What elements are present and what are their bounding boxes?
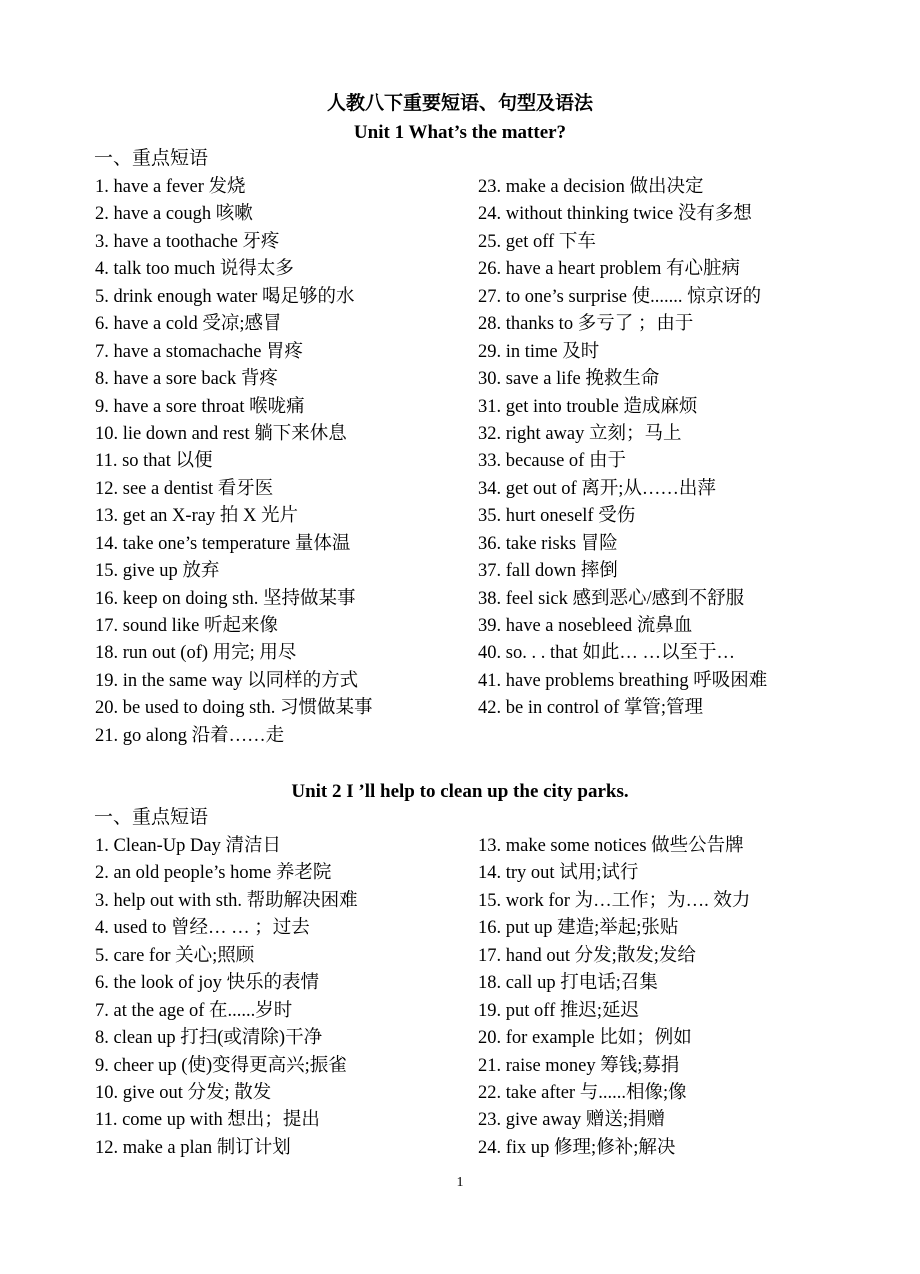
phrase-item: 10. lie down and rest 躺下来休息 [95, 423, 347, 444]
phrase-item: 20. be used to doing sth. 习惯做某事 [95, 698, 373, 719]
phrase-item: 7. at the age of 在......岁时 [95, 1000, 293, 1021]
page-number: 1 [456, 1175, 464, 1190]
phrase-item: 1. Clean-Up Day 清洁日 [95, 836, 281, 856]
phrase-item: 15. give up 放弃 [95, 561, 220, 582]
phrase-item: 8. clean up 打扫(或清除)干净 [95, 1028, 323, 1049]
phrase-item: 17. hand out 分发;散发;发给 [478, 945, 696, 966]
phrase-item: 6. the look of joy 快乐的表情 [95, 973, 320, 994]
unit1-left-list [95, 174, 465, 750]
phrase-item: 42. be in control of 掌管;管理 [478, 698, 704, 719]
phrase-item: 31. get into trouble 造成麻烦 [478, 396, 698, 417]
phrase-item: 34. get out of 离开;从……出萍 [478, 478, 716, 499]
phrase-item: 32. right away 立刻；马上 [478, 423, 682, 444]
phrase-item: 20. for example 比如；例如 [478, 1028, 692, 1049]
phrase-item: 23. make a decision 做出决定 [478, 177, 704, 197]
phrase-item: 23. give away 赠送;捐赠 [478, 1110, 666, 1131]
phrase-item: 6. have a cold 受凉;感冒 [95, 314, 282, 335]
phrase-item: 5. drink enough water 喝足够的水 [95, 286, 355, 307]
phrase-item: 5. care for 关心;照顾 [95, 945, 255, 966]
phrase-item: 2. an old people’s home 养老院 [95, 863, 332, 884]
phrase-item: 16. put up 建造;举起;张贴 [478, 918, 679, 939]
phrase-item: 14. try out 试用;试行 [478, 863, 639, 884]
phrase-item: 8. have a sore back 背疼 [95, 369, 278, 390]
unit2-left-list [95, 833, 465, 1162]
phrase-item: 13. make some notices 做些公告牌 [478, 836, 744, 856]
phrase-item: 39. have a nosebleed 流鼻血 [478, 616, 693, 636]
phrase-item: 37. fall down 摔倒 [478, 561, 618, 582]
phrase-item: 16. keep on doing sth. 坚持做某事 [95, 588, 356, 609]
phrase-item: 17. sound like 听起来像 [95, 616, 278, 636]
phrase-item: 3. have a toothache 牙疼 [95, 231, 280, 252]
phrase-item: 36. take risks 冒险 [478, 533, 618, 554]
unit2-right-list [478, 833, 878, 1162]
phrase-item: 21. raise money 筹钱;募捐 [478, 1055, 680, 1076]
unit1-title: Unit 1 What’s the matter? [353, 122, 567, 143]
phrase-item: 33. because of 由于 [478, 451, 626, 472]
phrase-item: 7. have a stomachache 胃疼 [95, 341, 304, 362]
document-title: 人教八下重要短语、句型及语法 [326, 93, 593, 114]
phrase-item: 11. come up with 想出；提出 [95, 1110, 320, 1131]
phrase-item: 19. in the same way 以同样的方式 [95, 670, 359, 691]
phrase-item: 1. have a fever 发烧 [95, 177, 246, 197]
unit2-title: Unit 2 I ’ll help to clean up the city parks. [291, 781, 629, 802]
phrase-item: 29. in time 及时 [478, 341, 600, 362]
phrase-item: 15. work for 为…工作；为…. 效力 [478, 890, 751, 911]
phrase-item: 10. give out 分发; 散发 [95, 1082, 272, 1103]
unit1-right-list [478, 174, 878, 723]
phrase-item: 9. cheer up (使)变得更高兴;振雀 [95, 1055, 347, 1076]
phrase-item: 27. to one’s surprise 使....... 惊京讶的 [478, 286, 762, 307]
phrase-item: 19. put off 推迟;延迟 [478, 1000, 640, 1021]
phrase-item: 18. call up 打电话;召集 [478, 973, 658, 994]
phrase-item: 11. so that 以便 [95, 451, 213, 472]
phrase-item: 25. get off 下车 [478, 231, 596, 252]
phrase-item: 12. see a dentist 看牙医 [95, 478, 274, 499]
phrase-item: 4. talk too much 说得太多 [95, 259, 294, 280]
phrase-item: 12. make a plan 制订计划 [95, 1137, 291, 1158]
phrase-item: 9. have a sore throat 喉咙痛 [95, 396, 305, 417]
phrase-item: 3. help out with sth. 帮助解决困难 [95, 890, 358, 911]
phrase-item: 28. thanks to 多亏了 ；由于 [478, 314, 694, 335]
phrase-item: 24. without thinking twice 没有多想 [478, 204, 752, 225]
unit2-section-heading: 一、重点短语 [94, 807, 209, 828]
phrase-item: 13. get an X-ray 拍 X 光片 [95, 506, 298, 527]
phrase-item: 41. have problems breathing 呼吸困难 [478, 670, 768, 691]
phrase-item: 30. save a life 挽救生命 [478, 369, 660, 390]
unit1-section-heading: 一、重点短语 [94, 148, 209, 169]
phrase-item: 38. feel sick 感到恶心/感到不舒服 [478, 588, 745, 609]
phrase-item: 21. go along 沿着……走 [95, 725, 285, 746]
phrase-item: 4. used to 曾经… … ；过去 [95, 918, 310, 939]
phrase-item: 18. run out (of) 用完; 用尽 [95, 643, 297, 664]
phrase-item: 24. fix up 修理;修补;解决 [478, 1137, 676, 1158]
phrase-item: 35. hurt oneself 受伤 [478, 506, 636, 527]
phrase-item: 22. take after 与......相像;像 [478, 1082, 687, 1103]
phrase-item: 40. so. . . that 如此… …以至于… [478, 643, 735, 664]
phrase-item: 14. take one’s temperature 量体温 [95, 533, 351, 554]
phrase-item: 26. have a heart problem 有心脏病 [478, 259, 741, 280]
phrase-item: 2. have a cough 咳嗽 [95, 204, 253, 225]
